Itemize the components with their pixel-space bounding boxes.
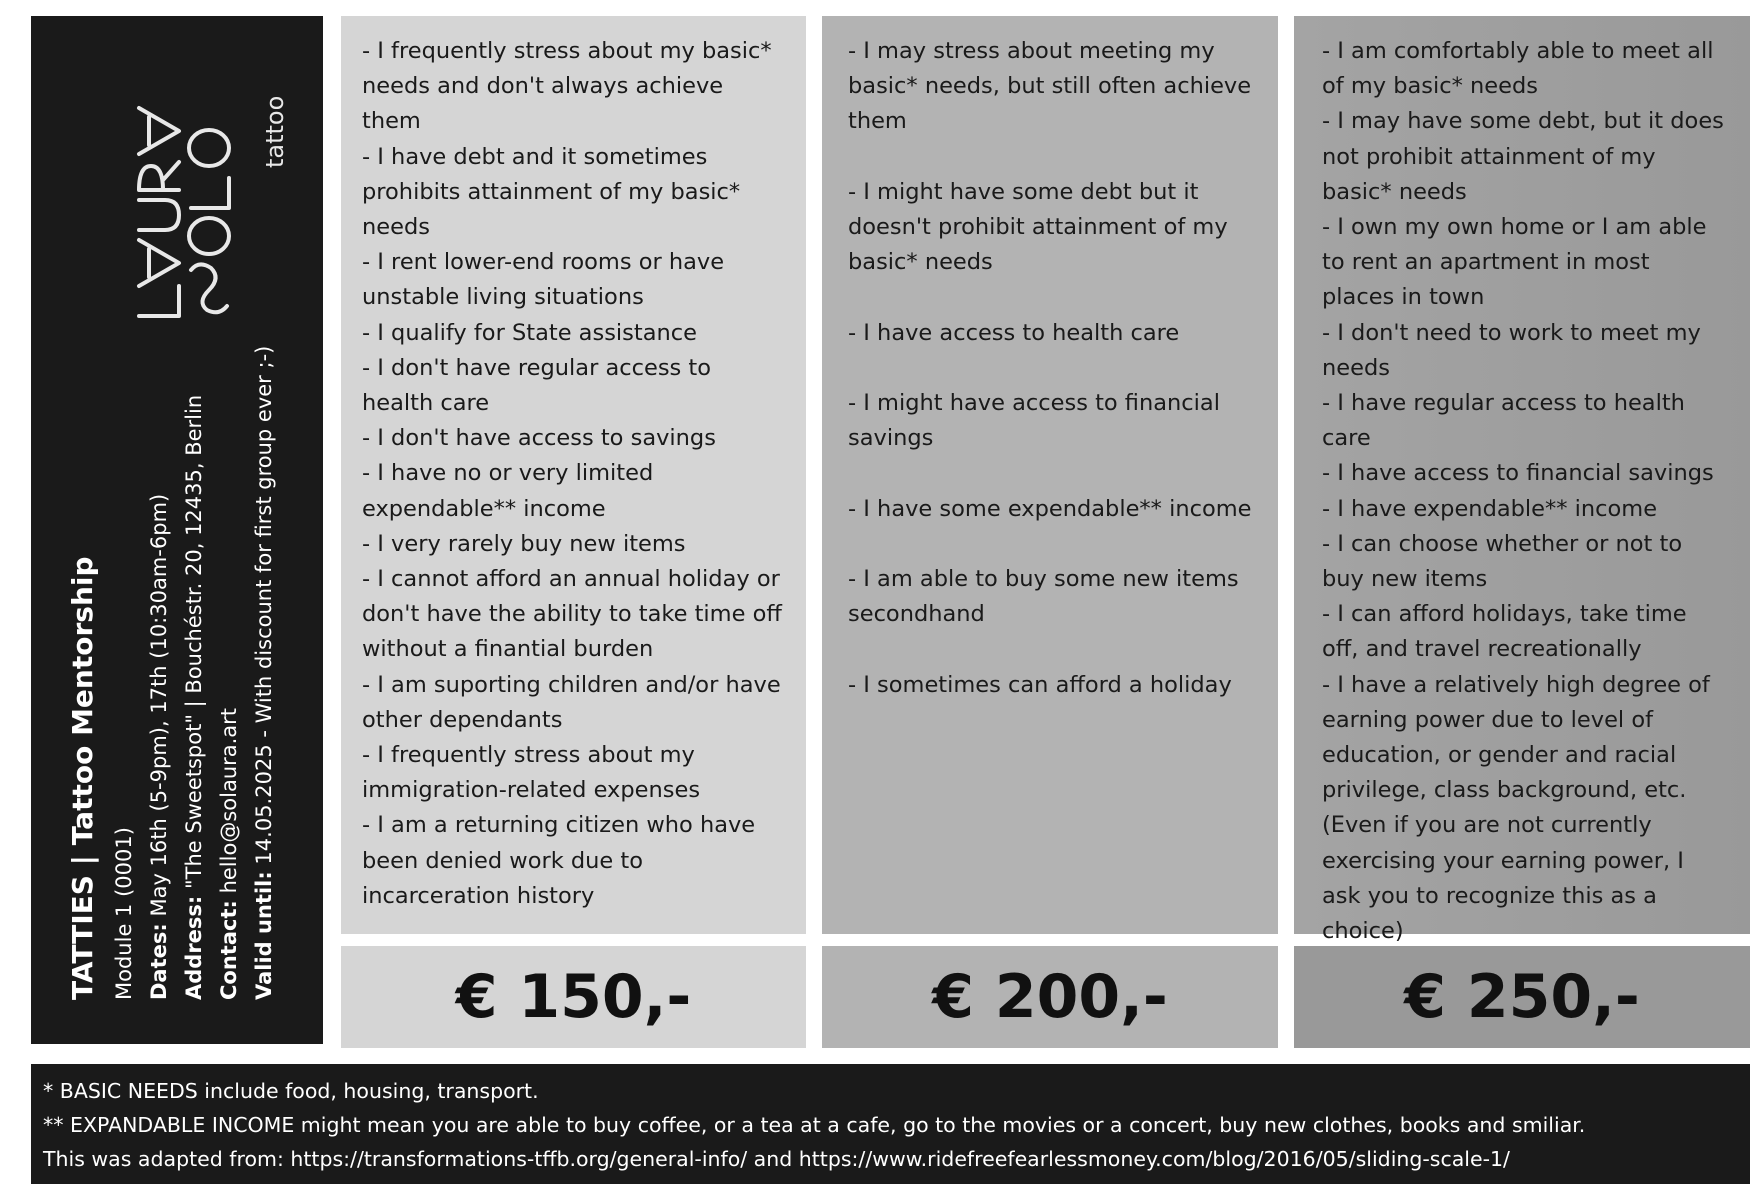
criteria-item: - I have access to health care (848, 319, 1180, 346)
criteria-item: - I own my own home or I am able to rent an apartment in most places in town (1322, 214, 1707, 311)
criteria-item: - I have regular access to health care (1322, 390, 1685, 452)
sidebar-rotated-text (63, 130, 303, 1000)
tier-2-criteria (822, 16, 1278, 934)
tier-3-price: € 250,- (1294, 946, 1750, 1048)
criteria-item: - I cannot afford an annual holiday or don't have the ability to take time off without a finantial burden (362, 566, 782, 663)
tier-3-criteria (1294, 16, 1750, 945)
criteria-item: - I sometimes can afford a holiday (848, 671, 1232, 698)
footnote-basic-needs: * BASIC NEEDS include food, housing, transport. (43, 1079, 539, 1103)
criteria-item: - I am a returning citizen who have been denied work due to incarceration history (362, 812, 756, 909)
criteria-item: - I am suporting children and/or have other dependants (362, 671, 781, 733)
criteria-item: - I have a relatively high degree of earning power due to level of education, or gender and racial privilege, class background, etc. (Even if you are not currently exercising your earning power, I ask you to recognize this as a choice) (1322, 671, 1710, 945)
valid-until-line: Valid until: 14.05.2025 - With discount for first group ever ;-) (252, 345, 276, 1000)
criteria-item: - I have some expendable** income (848, 495, 1252, 522)
footnote-sources: This was adapted from: https://transformations-tffb.org/general-info/ and https://www.ridefreefearlessmoney.com/blog/2016/05/sliding-scale-1/ (43, 1147, 1510, 1171)
contact-line: Contact: hello@solaura.art (217, 707, 241, 1000)
criteria-item: - I qualify for State assistance (362, 319, 697, 346)
criteria-item: - I may stress about meeting my basic* needs, but still often achieve them (848, 38, 1252, 135)
criteria-item: - I have expendable** income (1322, 495, 1658, 522)
svg-text:tattoo: tattoo (261, 95, 289, 168)
criteria-item: - I have no or very limited expendable** income (362, 460, 654, 522)
tier-1-price: € 150,- (341, 946, 806, 1048)
tier-1-criteria (341, 16, 806, 934)
criteria-item: - I have access to financial savings (1322, 460, 1714, 487)
dates-line: Dates: May 16th (5-9pm), 17th (10:30am-6pm) (147, 493, 171, 1000)
criteria-item: - I can choose whether or not to buy new items (1322, 530, 1683, 593)
criteria-item: - I rent lower-end rooms or have unstable living situations (362, 249, 725, 311)
criteria-item: - I frequently stress about my immigration-related expenses (362, 742, 701, 804)
criteria-item: - I am able to buy some new items secondhand (848, 565, 1239, 628)
criteria-item: - I don't have access to savings (362, 425, 716, 452)
criteria-item: - I don't have regular access to health care (362, 354, 712, 417)
module-line: Module 1 (0001) (112, 827, 136, 1000)
criteria-item: - I might have access to financial savings (848, 389, 1220, 452)
criteria-item: - I don't need to work to meet my needs (1322, 319, 1701, 381)
address-line: Address: "The Sweetspot" | Bouchéstr. 20, 12435, Berlin (182, 394, 206, 1000)
info-sidebar (31, 16, 323, 1044)
criteria-item: - I have debt and it sometimes prohibits attainment of my basic* needs (362, 143, 741, 241)
criteria-item: - I might have some debt but it doesn't prohibit attainment of my basic* needs (848, 178, 1228, 276)
criteria-item: - I am comfortably able to meet all of my basic* needs (1322, 38, 1714, 100)
criteria-item: - I may have some debt, but it does not prohibit attainment of my basic* needs (1322, 108, 1724, 205)
footnotes (31, 1064, 1750, 1184)
criteria-item: - I frequently stress about my basic* needs and don't always achieve them (362, 38, 772, 135)
mentorship-title: TATTIES | Tattoo Mentorship (66, 556, 99, 1000)
tier-2-price: € 200,- (822, 946, 1278, 1048)
criteria-item: - I can afford holidays, take time off, and travel recreationally (1322, 601, 1687, 663)
criteria-item: - I very rarely buy new items (362, 530, 686, 557)
footnote-expandable-income: ** EXPANDABLE INCOME might mean you are able to buy coffee, or a tea at a cafe, go to the movies or a concert, buy new clothes, books and smiliar. (43, 1113, 1586, 1137)
